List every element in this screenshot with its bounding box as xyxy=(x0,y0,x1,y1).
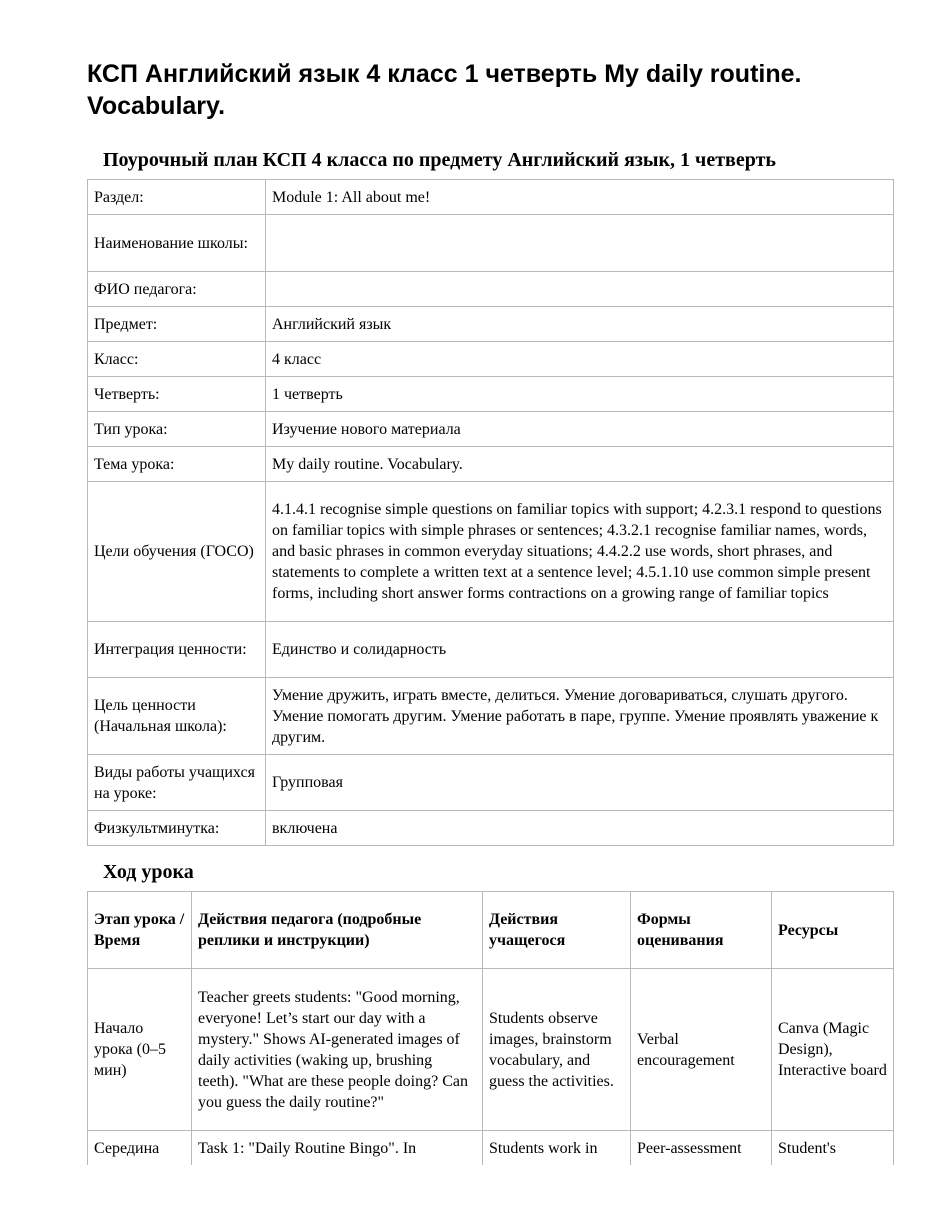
info-value: Изучение нового материала xyxy=(266,412,894,447)
lesson-info-table xyxy=(87,179,894,846)
info-label: Предмет: xyxy=(88,307,266,342)
info-value: Групповая xyxy=(266,755,894,811)
header-resources: Ресурсы xyxy=(772,892,894,969)
header-stage: Этап урока / Время xyxy=(88,892,192,969)
info-row xyxy=(88,622,894,678)
info-label: Класс: xyxy=(88,342,266,377)
course-row xyxy=(88,969,894,1131)
header-assessment: Формы оценивания xyxy=(631,892,772,969)
info-label: Виды работы учащихся на уроке: xyxy=(88,755,266,811)
header-student-actions: Действия учащегося xyxy=(483,892,631,969)
info-label: ФИО педагога: xyxy=(88,272,266,307)
info-value xyxy=(266,272,894,307)
info-value: 1 четверть xyxy=(266,377,894,412)
resources-cell: Canva (Magic Design), Interactive board xyxy=(772,969,894,1131)
course-row xyxy=(88,1131,894,1166)
info-row xyxy=(88,447,894,482)
info-label: Тип урока: xyxy=(88,412,266,447)
info-label: Физкультминутка: xyxy=(88,811,266,846)
info-row xyxy=(88,215,894,272)
plan-heading: Поурочный план КСП 4 класса по предмету Английский язык, 1 четверть xyxy=(103,149,776,171)
page-title: КСП Английский язык 4 класс 1 четверть My daily routine. Vocabulary. xyxy=(87,60,802,120)
info-label: Цели обучения (ГОСО) xyxy=(88,482,266,622)
info-row xyxy=(88,811,894,846)
teacher-actions-cell: Teacher greets students: "Good morning, everyone! Let’s start our day with a mystery." Shows AI-generated images of daily activities (waking up, brushing teeth). "What are these people doing? Can you guess the daily routine?" xyxy=(192,969,483,1131)
info-row xyxy=(88,272,894,307)
info-row xyxy=(88,755,894,811)
info-label: Четверть: xyxy=(88,377,266,412)
info-label: Интеграция ценности: xyxy=(88,622,266,678)
info-label: Тема урока: xyxy=(88,447,266,482)
info-value: Module 1: All about me! xyxy=(266,180,894,215)
info-row xyxy=(88,377,894,412)
info-value: 4.1.4.1 recognise simple questions on familiar topics with support; 4.2.3.1 respond to questions on familiar topics with simple phrases or sentences; 4.3.2.1 recognise familiar names, words, and basic phrases in common everyday situations; 4.4.2.2 use words, short phrases, and statements to complete a written text at a sentence level; 4.5.1.10 use common simple present forms, including short answer forms contractions on a growing range of familiar topics xyxy=(266,482,894,622)
assessment-cell: Peer-assessment xyxy=(631,1131,772,1166)
info-row xyxy=(88,678,894,755)
info-value: 4 класс xyxy=(266,342,894,377)
info-value xyxy=(266,215,894,272)
info-label: Раздел: xyxy=(88,180,266,215)
header-teacher-actions: Действия педагога (подробные реплики и инструкции) xyxy=(192,892,483,969)
info-label: Цель ценности (Начальная школа): xyxy=(88,678,266,755)
info-row xyxy=(88,482,894,622)
lesson-progress-heading: Ход урока xyxy=(103,861,194,883)
lesson-course-table xyxy=(87,891,894,1165)
info-value: Английский язык xyxy=(266,307,894,342)
info-value: Умение дружить, играть вместе, делиться. Умение договариваться, слушать другого. Умение помогать другим. Умение работать в паре, группе. Умение проявлять уважение к другим. xyxy=(266,678,894,755)
student-actions-cell: Students work in xyxy=(483,1131,631,1166)
resources-cell: Student's xyxy=(772,1131,894,1166)
assessment-cell: Verbal encouragement xyxy=(631,969,772,1131)
info-row xyxy=(88,342,894,377)
info-row xyxy=(88,412,894,447)
info-row xyxy=(88,307,894,342)
info-row xyxy=(88,180,894,215)
teacher-actions-cell: Task 1: "Daily Routine Bingo". In xyxy=(192,1131,483,1166)
stage-cell: Начало урока (0–5 мин) xyxy=(88,969,192,1131)
info-label: Наименование школы: xyxy=(88,215,266,272)
info-value: Единство и солидарность xyxy=(266,622,894,678)
info-value: включена xyxy=(266,811,894,846)
info-value: My daily routine. Vocabulary. xyxy=(266,447,894,482)
student-actions-cell: Students observe images, brainstorm vocabulary, and guess the activities. xyxy=(483,969,631,1131)
course-header-row xyxy=(88,892,894,969)
stage-cell: Середина xyxy=(88,1131,192,1166)
